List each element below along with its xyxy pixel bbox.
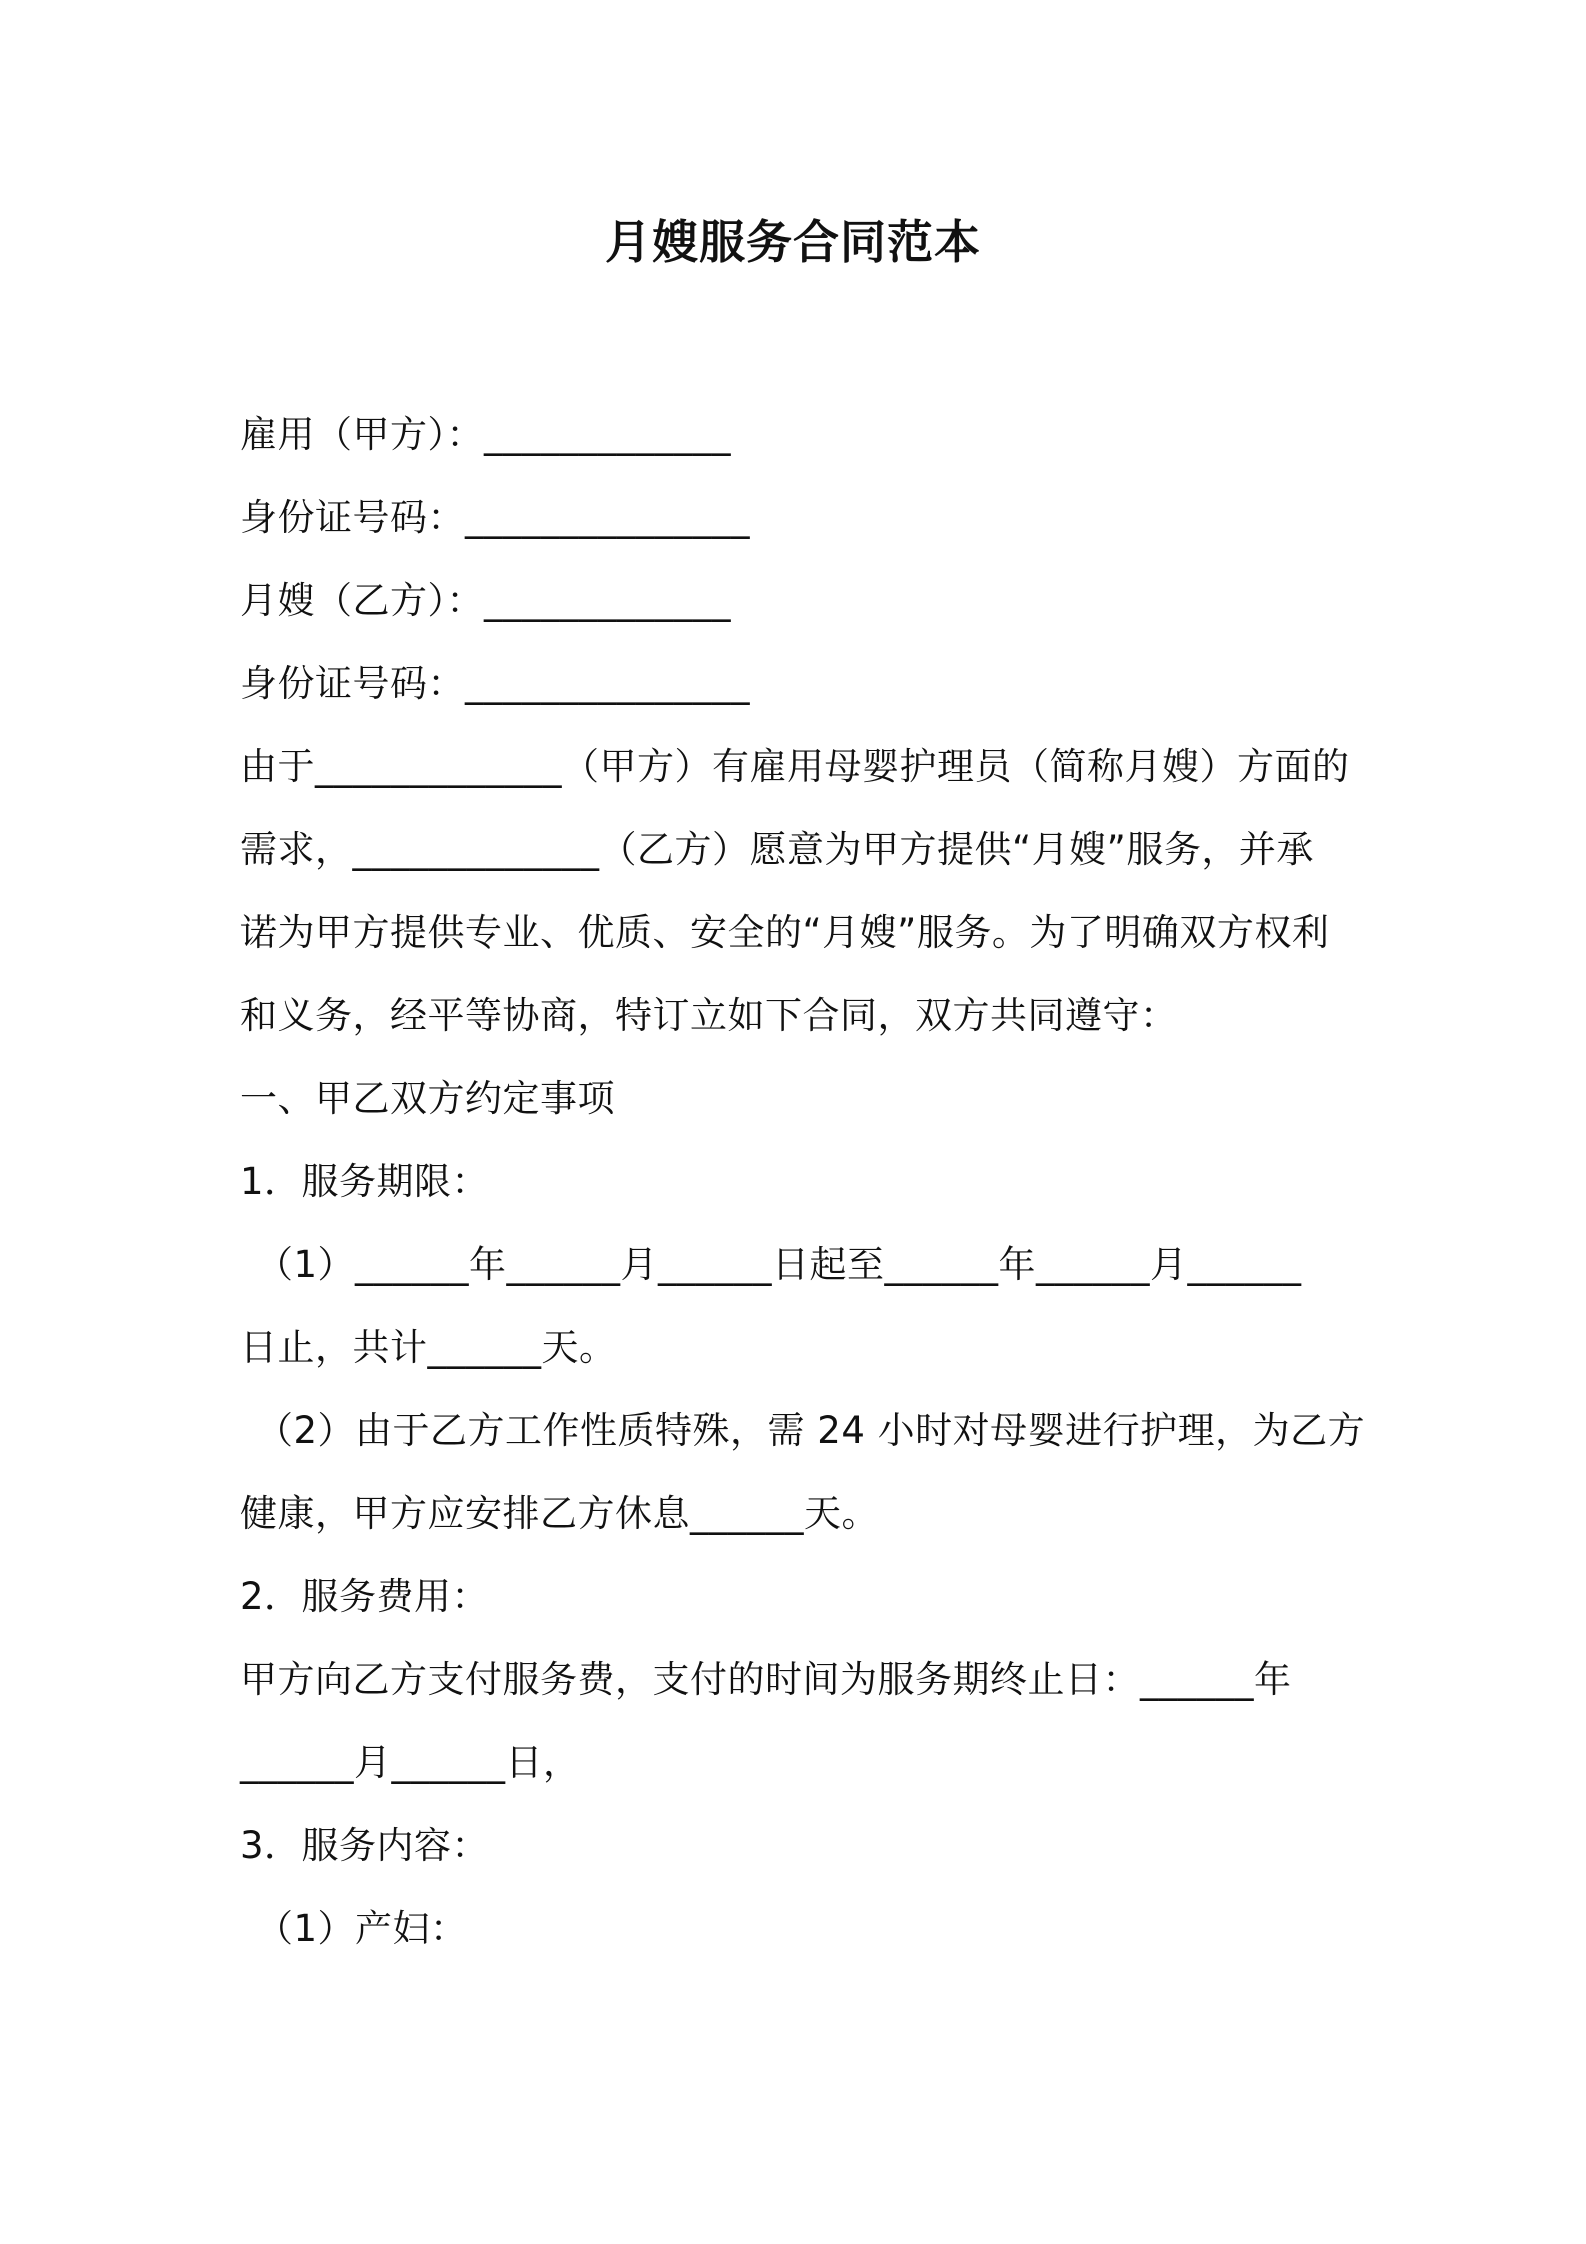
nanny-id-line: 身份证号码：_______________ — [240, 662, 750, 705]
clause-content-1: （1）产妇： — [256, 1907, 468, 1950]
clause-fee-line-1: 甲方向乙方支付服务费，支付的时间为服务期终止日：______年 — [240, 1658, 1292, 1701]
preamble-line-1: 由于_____________（甲方）有雇用母婴护理员（简称月嫂）方面的 — [240, 745, 1350, 788]
clause-heading-term: 1．服务期限： — [240, 1160, 490, 1203]
clause-term-2-line-2: 健康，甲方应安排乙方休息______天。 — [240, 1492, 879, 1535]
preamble-line-3: 诺为甲方提供专业、优质、安全的“月嫂”服务。为了明确双方权利 — [240, 911, 1330, 954]
employer-id-line: 身份证号码：_______________ — [240, 496, 750, 539]
employer-line: 雇用（甲方）：_____________ — [240, 413, 731, 456]
section-heading: 一、甲乙双方约定事项 — [240, 1077, 615, 1120]
clause-heading-content: 3．服务内容： — [240, 1824, 490, 1867]
nanny-line: 月嫂（乙方）：_____________ — [240, 579, 731, 622]
clause-fee-line-2: ______月______日， — [240, 1741, 581, 1784]
clause-term-1-line-2: 日止，共计______天。 — [240, 1326, 617, 1369]
clause-heading-fee: 2．服务费用： — [240, 1575, 490, 1618]
preamble-line-2: 需求，_____________（乙方）愿意为甲方提供“月嫂”服务，并承 — [240, 828, 1314, 871]
preamble-line-4: 和义务，经平等协商，特订立如下合同，双方共同遵守： — [240, 994, 1178, 1037]
clause-term-2-line-1: （2）由于乙方工作性质特殊，需 24 小时对母婴进行护理，为乙方 — [256, 1409, 1366, 1452]
clause-term-1-line-1: （1）______年______月______日起至______年______月______ — [256, 1243, 1302, 1286]
document-title: 月嫂服务合同范本 — [605, 215, 981, 269]
